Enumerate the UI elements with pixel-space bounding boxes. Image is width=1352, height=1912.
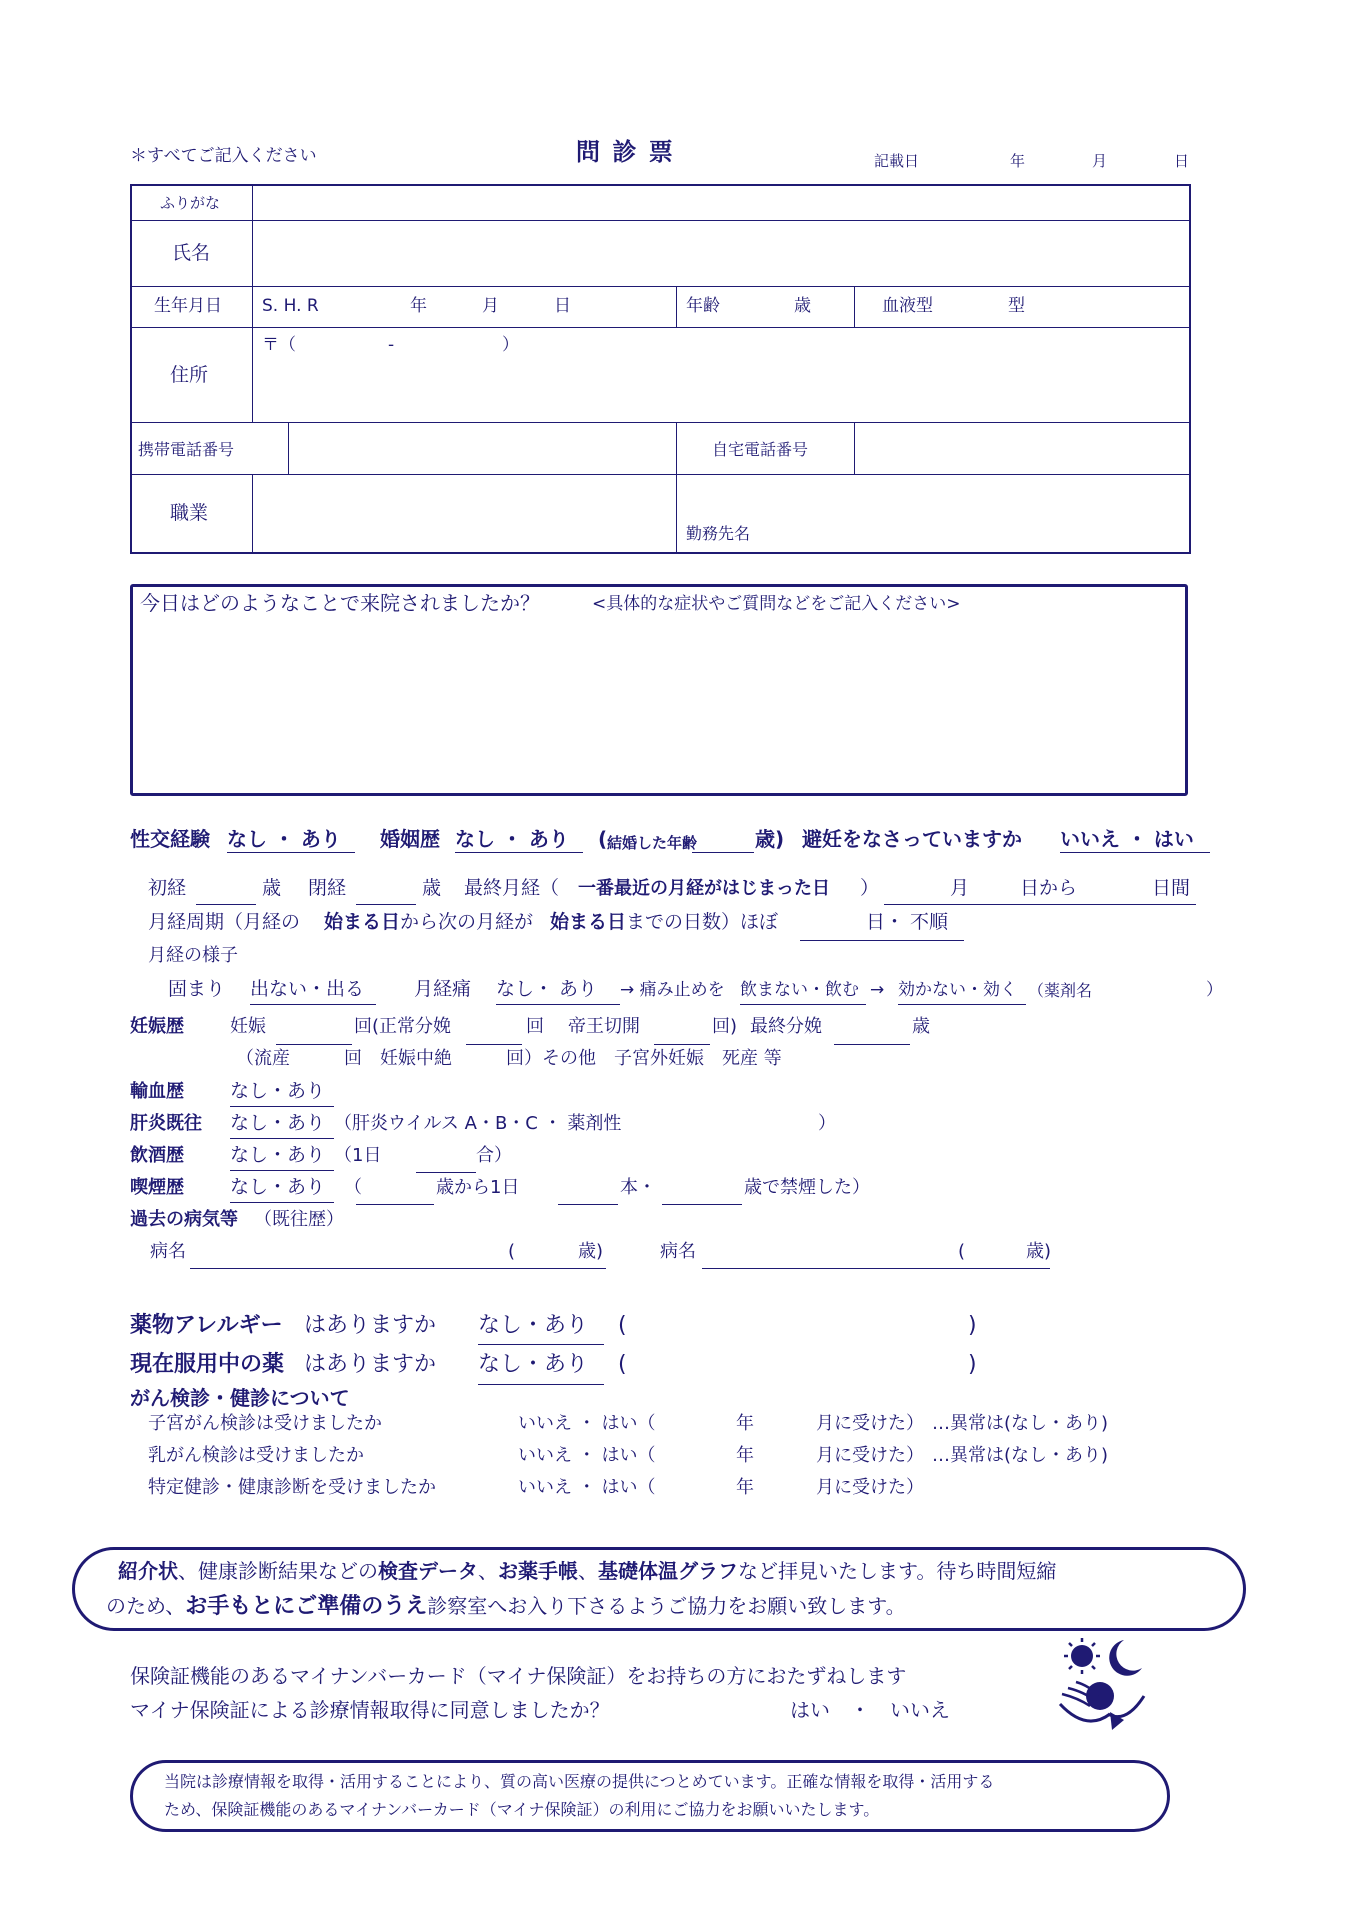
row-divider — [131, 474, 1190, 475]
last-period-label: 最終月経（ — [464, 877, 560, 899]
disease1-age: 歳) — [578, 1241, 604, 1262]
notice-text: のため、 — [106, 1594, 186, 1618]
mobile-phone-label: 携帯電話番号 — [138, 440, 235, 459]
birth-month-label: 月 — [482, 296, 499, 316]
cycle-label: 月経周期（月経の — [148, 911, 301, 933]
postal-prefix: 〒（ — [262, 335, 296, 355]
notice-bbt-graph: 基礎体温グラフ — [598, 1559, 738, 1583]
notice-text: 、健康診断結果などの — [178, 1559, 378, 1583]
hepatitis-close: ） — [818, 1113, 836, 1134]
married-age-unit: 歳) — [755, 827, 785, 851]
underline — [455, 852, 583, 853]
postal-dash: - — [388, 335, 395, 355]
menarche-unit: 歳 — [262, 877, 282, 899]
date-label: 記載日 — [874, 152, 920, 170]
medication-question-bold: 現在服用中の薬 — [130, 1352, 285, 1377]
era-options[interactable]: S. H. R — [262, 296, 319, 316]
row-divider — [131, 220, 1190, 221]
last-birth-unit: 歳 — [912, 1016, 930, 1037]
last-period-bold: 一番最近の月経がはじまった日 — [578, 878, 830, 899]
underline — [230, 1170, 334, 1171]
painkiller-options[interactable]: 飲まない・飲む — [740, 980, 859, 1000]
menarche-line — [196, 904, 256, 905]
underline — [250, 1004, 376, 1005]
last-birth-label: 最終分娩 — [750, 1016, 822, 1037]
postal-close: ） — [502, 335, 519, 355]
past-illness-label: 過去の病気等 — [130, 1209, 238, 1230]
underline — [227, 852, 355, 853]
notice-line2 — [106, 1596, 906, 1618]
breast-year: 年 — [736, 1445, 754, 1466]
col-divider — [252, 185, 253, 287]
allergy-paren-open: ( — [618, 1313, 627, 1338]
row-divider — [131, 422, 1190, 423]
fill-all-note: ＊すべてご記入ください — [130, 146, 317, 166]
cycle-end: までの日数）ほぼ — [626, 911, 779, 933]
underline — [230, 1138, 334, 1139]
cesarean-unit: 回) — [712, 1016, 738, 1037]
underline — [230, 1106, 334, 1107]
occupation-label: 職業 — [170, 502, 209, 524]
contraception-label: 避妊をなさっていますか — [802, 827, 1022, 851]
pregnancy-count-label: 妊娠 — [230, 1016, 266, 1037]
drug-name-label: （薬剤名 — [1028, 981, 1093, 1000]
cesarean-line — [654, 1044, 710, 1045]
allergy-question-bold: 薬物アレルギー — [130, 1313, 283, 1338]
pregnancy-detail: （流産 回 妊娠中絶 回）その他 子宮外妊娠 死産 等 — [236, 1048, 782, 1069]
smoking-start-line — [356, 1204, 434, 1205]
health-checkup-month: 月に受けた） — [816, 1477, 924, 1498]
footer-note-box — [130, 1760, 1170, 1832]
alcohol-detail: （1日 — [334, 1145, 382, 1166]
visit-reason-question: 今日はどのようなことで来院されましたか？ — [140, 591, 540, 615]
last-period-month: 月 — [950, 877, 970, 899]
notice-text: 、 — [478, 1559, 498, 1583]
disease2-line — [702, 1268, 1050, 1269]
normal-delivery-unit: 回 — [526, 1016, 544, 1037]
notice-text: 、 — [578, 1559, 598, 1583]
disease1-paren: ( — [508, 1241, 516, 1262]
effect-options[interactable]: 効かない・効く — [898, 980, 1017, 1000]
menopause-unit: 歳 — [422, 877, 442, 899]
smoking-paren: （ — [344, 1177, 362, 1198]
row-divider — [131, 327, 1190, 328]
allergy-paren-close: ) — [968, 1313, 977, 1338]
allergy-question-rest: はありますか — [304, 1313, 437, 1338]
marriage-options[interactable]: なし ・ あり — [455, 827, 569, 851]
hepatitis-detail: （肝炎ウイルス A・B・C ・ 薬剤性 — [334, 1113, 622, 1134]
pain-options[interactable]: なし・ あり — [496, 978, 598, 1000]
notice-text: 診察室へお入り下さるようご協力をお願い致します。 — [427, 1594, 906, 1618]
underline — [496, 1004, 620, 1005]
smoking-count-line — [558, 1204, 618, 1205]
row-divider — [131, 286, 1190, 287]
notice-test-data: 検査データ — [378, 1559, 478, 1583]
disease2-paren: ( — [958, 1241, 966, 1262]
mynumber-answer-options[interactable]: はい ・ いいえ — [790, 1698, 950, 1722]
intercourse-options[interactable]: なし ・ あり — [227, 827, 341, 851]
age-label: 年齢 — [686, 296, 720, 316]
cycle-line — [800, 940, 964, 941]
workplace-label: 勤務先名 — [686, 524, 751, 543]
cervical-month: 月に受けた） — [816, 1413, 924, 1434]
alcohol-line — [416, 1172, 476, 1173]
home-phone-label: 自宅電話番号 — [712, 440, 809, 459]
hepatitis-label: 肝炎既往 — [130, 1113, 202, 1134]
arrow: → — [870, 980, 885, 1000]
breast-month: 月に受けた） — [816, 1445, 924, 1466]
menarche-label: 初経 — [148, 877, 187, 899]
home-phone-input[interactable] — [860, 428, 1189, 472]
notice-line1 — [118, 1561, 1056, 1581]
transfusion-label: 輸血歴 — [130, 1081, 184, 1102]
smoking-from-label: 歳から1日 — [436, 1177, 520, 1198]
cycle-bold2: 始まる日 — [550, 911, 627, 933]
notice-referral: 紹介状 — [118, 1559, 178, 1583]
alcohol-unit: 合） — [476, 1145, 512, 1166]
disease2-label: 病名 — [660, 1241, 696, 1262]
form-title: 問 診 票 — [576, 138, 675, 166]
smoking-options[interactable]: なし・あり — [230, 1176, 326, 1198]
footer-note-line1: 当院は診療情報を取得・活用することにより、質の高い医療の提供につとめています。正確な情報を取得・活用する — [164, 1772, 995, 1791]
pain-label: 月経痛 — [414, 978, 472, 1000]
cervical-screening-options[interactable]: いいえ ・ はい（ — [518, 1413, 656, 1434]
cycle-mid: から次の月経が — [400, 911, 534, 933]
normal-delivery-line — [466, 1044, 522, 1045]
name-input[interactable] — [258, 226, 1187, 284]
underline — [740, 1004, 866, 1005]
underline — [1060, 852, 1210, 853]
address-label: 住所 — [170, 364, 209, 386]
col-divider — [252, 474, 253, 553]
last-period-line — [884, 904, 1196, 905]
date-day-label: 日 — [1174, 152, 1190, 170]
medication-question-rest: はありますか — [304, 1352, 437, 1377]
health-checkup-question: 特定健診・健康診断を受けましたか — [148, 1477, 436, 1498]
married-age-line — [692, 852, 754, 853]
occupation-input[interactable] — [258, 480, 674, 550]
contraception-options[interactable]: いいえ ・ はい — [1060, 827, 1194, 851]
married-age-label: 結婚した年齢 — [607, 834, 698, 852]
notice-prepare: お手もとにご準備のうえ — [185, 1594, 428, 1619]
birth-day-label: 日 — [554, 296, 571, 316]
health-checkup-options[interactable]: いいえ ・ はい（ — [518, 1477, 656, 1498]
alcohol-label: 飲酒歴 — [130, 1145, 184, 1166]
col-divider — [676, 422, 677, 553]
col-divider — [854, 422, 855, 475]
disease1-line — [190, 1268, 606, 1269]
smoking-quit-line — [662, 1204, 742, 1205]
notice-text: など拝見いたします。待ち時間短縮 — [738, 1559, 1057, 1583]
cervical-abnormal[interactable]: …異常は(なし・あり) — [932, 1413, 1109, 1434]
mynumber-question-line1: 保険証機能のあるマイナンバーカード（マイナ保険証）をお持ちの方におたずねします — [130, 1664, 907, 1688]
cesarean-label: 帝王切開 — [568, 1016, 640, 1037]
col-divider — [676, 286, 677, 328]
medication-options[interactable]: なし・あり — [478, 1352, 589, 1377]
medication-paren-open: ( — [618, 1352, 627, 1377]
col-divider — [288, 422, 289, 475]
pregnancy-label: 妊娠歴 — [130, 1016, 184, 1037]
blood-type-unit: 型 — [1008, 296, 1025, 316]
breast-screening-options[interactable]: いいえ ・ はい（ — [518, 1445, 656, 1466]
pregnancy-count-line — [276, 1044, 352, 1045]
furigana-input[interactable] — [258, 188, 1187, 220]
clot-options[interactable]: 出ない・出る — [250, 978, 365, 1000]
smoking-quit-label: 歳で禁煙した） — [744, 1177, 870, 1198]
last-period-days: 日間 — [1152, 877, 1191, 899]
underline — [478, 1344, 604, 1345]
medication-paren-close: ) — [968, 1352, 977, 1377]
disease2-age: 歳) — [1026, 1241, 1052, 1262]
birth-year-label: 年 — [410, 296, 427, 316]
allergy-options[interactable]: なし・あり — [478, 1313, 589, 1338]
address-input[interactable] — [258, 362, 1187, 418]
col-divider — [854, 286, 855, 328]
married-age-paren: ( — [598, 827, 608, 851]
marriage-label: 婚姻歴 — [380, 827, 440, 851]
past-illness-sub: （既往歴） — [254, 1209, 344, 1230]
last-period-from: 日から — [1020, 877, 1078, 899]
period-state-label: 月経の様子 — [148, 945, 238, 966]
mobile-phone-input[interactable] — [294, 428, 674, 472]
clinic-logo-icon — [1046, 1634, 1156, 1734]
health-checkup-year: 年 — [736, 1477, 754, 1498]
cycle-bold1: 始まる日 — [324, 911, 401, 933]
cervical-year: 年 — [736, 1413, 754, 1434]
clot-label: 固まり — [168, 978, 226, 1000]
smoking-label: 喫煙歴 — [130, 1177, 184, 1198]
underline — [898, 1004, 1026, 1005]
age-unit-label: 歳 — [794, 296, 811, 316]
blood-type-label: 血液型 — [882, 296, 933, 316]
col-divider — [252, 286, 253, 423]
hepatitis-options[interactable]: なし・あり — [230, 1112, 326, 1134]
breast-screening-question: 乳がん検診は受けましたか — [148, 1445, 364, 1466]
smoking-count-unit: 本・ — [620, 1177, 656, 1198]
cycle-unit[interactable]: 日・ 不順 — [866, 911, 949, 933]
birthdate-label: 生年月日 — [154, 296, 222, 316]
alcohol-options[interactable]: なし・あり — [230, 1144, 326, 1166]
screening-title: がん検診・健診について — [130, 1386, 350, 1410]
furigana-label: ふりがな — [160, 194, 221, 212]
disease1-label: 病名 — [150, 1241, 186, 1262]
cervical-screening-question: 子宮がん検診は受けましたか — [148, 1413, 382, 1434]
underline — [478, 1384, 604, 1385]
last-period-close: ） — [860, 877, 880, 899]
normal-delivery-label: 回(正常分娩 — [354, 1016, 452, 1037]
drug-name-close: ） — [1206, 980, 1223, 1000]
visit-reason-hint: <具体的な症状やご質問などをご記入ください> — [592, 594, 961, 614]
intercourse-label: 性交経験 — [130, 827, 210, 851]
visit-reason-input[interactable] — [140, 624, 1184, 792]
date-year-label: 年 — [1010, 152, 1026, 170]
breast-abnormal[interactable]: …異常は(なし・あり) — [932, 1445, 1109, 1466]
menopause-line — [356, 904, 416, 905]
menopause-label: 閉経 — [308, 877, 347, 899]
mynumber-question-line2: マイナ保険証による診療情報取得に同意しましたか？ — [130, 1698, 610, 1722]
transfusion-options[interactable]: なし・あり — [230, 1080, 326, 1102]
underline — [230, 1202, 334, 1203]
painkiller-label: → 痛み止めを — [620, 980, 725, 1000]
date-month-label: 月 — [1092, 152, 1108, 170]
footer-note-line2: ため、保険証機能のあるマイナンバーカード（マイナ保険証）の利用にご協力をお願いいたします。 — [164, 1800, 880, 1819]
last-birth-line — [834, 1044, 910, 1045]
notice-medicine-book: お薬手帳 — [498, 1559, 578, 1583]
name-label: 氏名 — [172, 242, 211, 264]
